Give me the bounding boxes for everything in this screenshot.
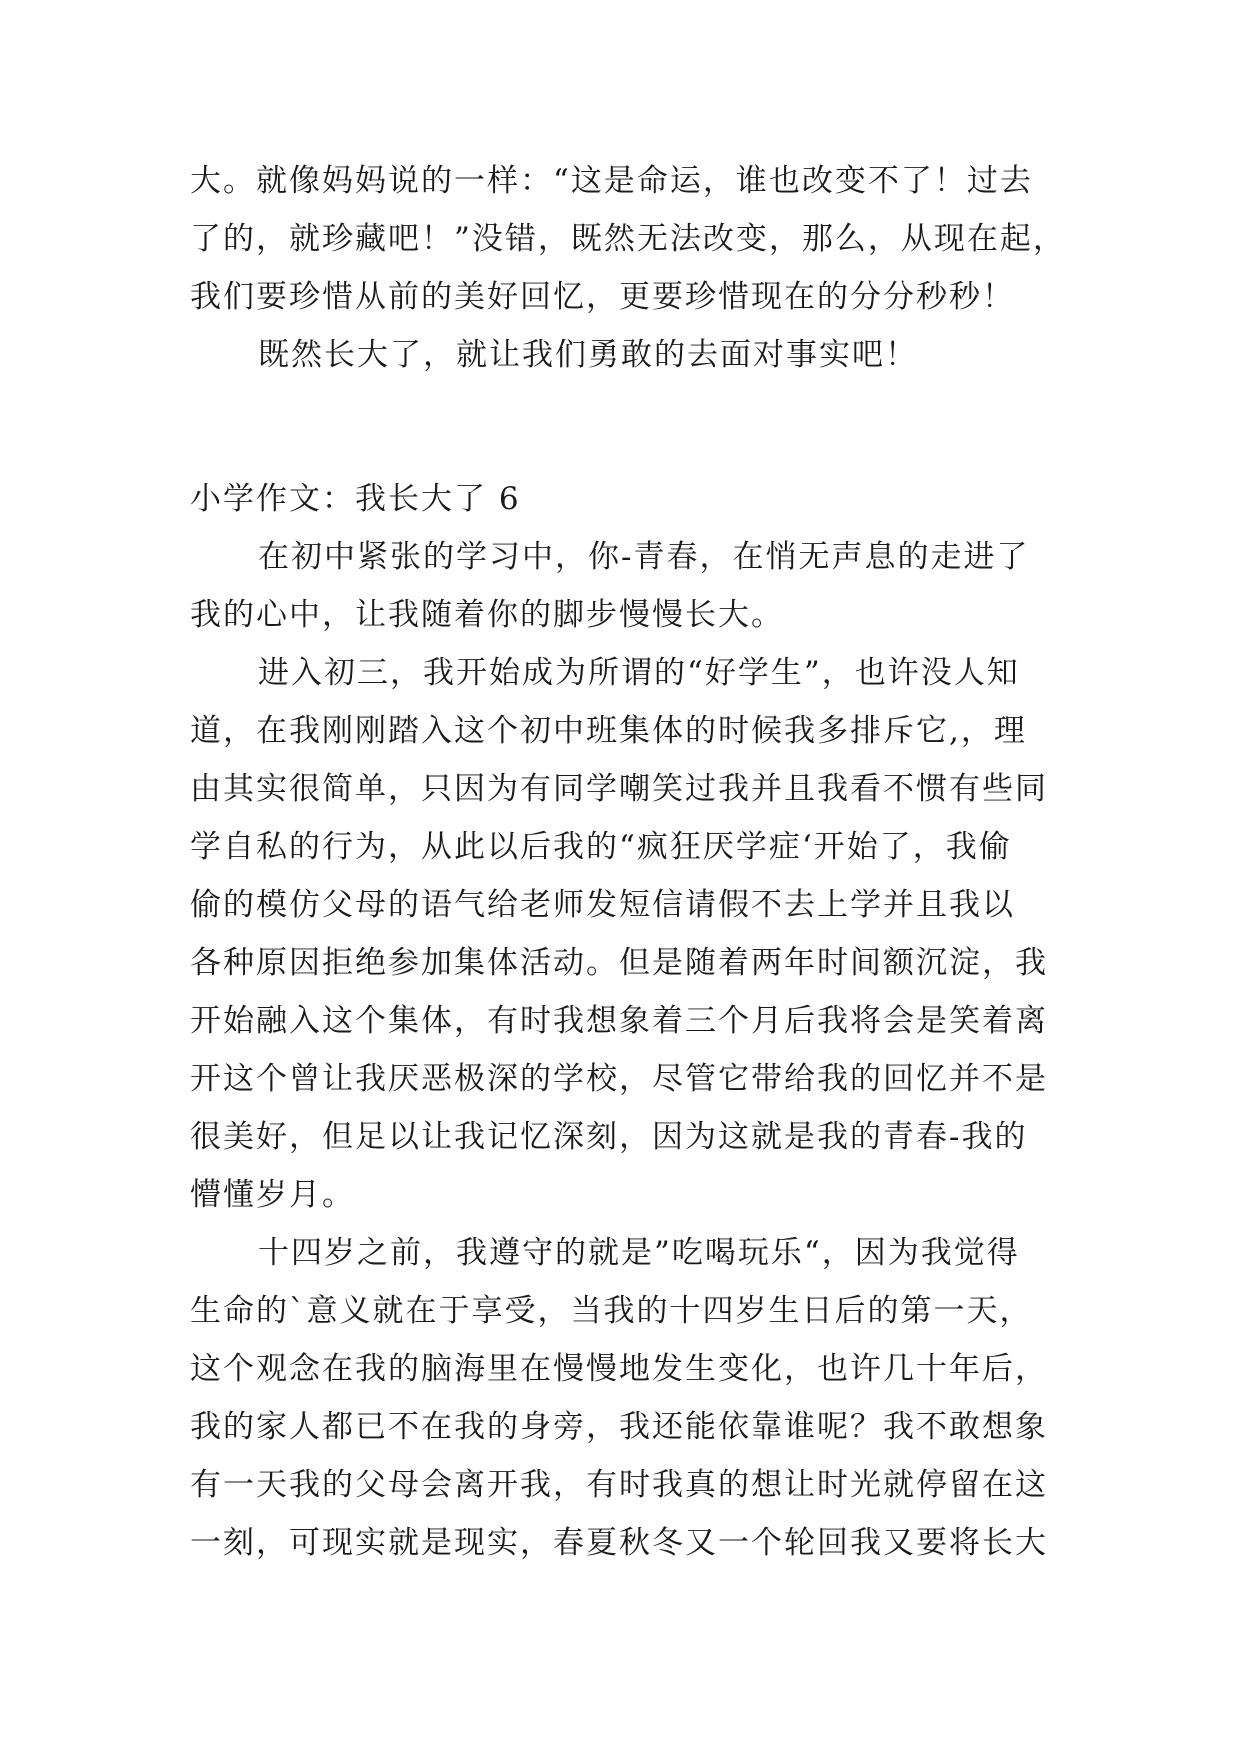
text-line: 道，在我刚刚踏入这个初中班集体的时候我多排斥它,，理: [190, 713, 1027, 749]
text-line: 这个观念在我的脑海里在慢慢地发生变化，也许几十年后，: [190, 1351, 1048, 1387]
text-line: 生命的`意义就在于享受，当我的十四岁生日后的第一天，: [190, 1293, 1033, 1329]
text-line: 偷的模仿父母的语气给老师发短信请假不去上学并且我以: [190, 887, 1015, 923]
text-line: 开始融入这个集体，有时我想象着三个月后我将会是笑着离: [190, 1003, 1048, 1039]
section-title: 小学作文：我长大了 6: [190, 481, 521, 517]
text-line: 有一天我的父母会离开我，有时我真的想让时光就停留在这: [190, 1467, 1048, 1503]
text-line: 了的，就珍藏吧！”没错，既然无法改变，那么，从现在起，: [190, 221, 1066, 257]
section-gap: [190, 384, 1055, 470]
text-line: 我们要珍惜从前的美好回忆，更要珍惜现在的分分秒秒！: [190, 279, 1015, 315]
closing-line: 既然长大了，就让我们勇敢的去面对事实吧！: [258, 337, 918, 373]
text-line: 进入初三，我开始成为所谓的“好学生”，也许没人知: [258, 655, 1020, 691]
text-line: 学自私的行为，从此以后我的“疯狂厌学症‘开始了，我偷: [190, 829, 1012, 865]
text-line: 我的心中，让我随着你的脚步慢慢长大。: [190, 597, 784, 633]
text-line: 十四岁之前，我遵守的就是”吃喝玩乐“，因为我觉得: [258, 1235, 1020, 1271]
text-line: 在初中紧张的学习中，你-青春，在悄无声息的走进了: [258, 539, 1030, 575]
text-line: 开这个曾让我厌恶极深的学校，尽管它带给我的回忆并不是: [190, 1061, 1048, 1097]
text-line: 由其实很简单，只因为有同学嘲笑过我并且我看不惯有些同: [190, 771, 1048, 807]
text-line: 一刻，可现实就是现实，春夏秋冬又一个轮回我又要将长大: [190, 1525, 1048, 1561]
text-line: 大。就像妈妈说的一样：“这是命运，谁也改变不了！过去: [190, 163, 1033, 199]
text-line: 各种原因拒绝参加集体活动。但是随着两年时间额沉淀，我: [190, 945, 1048, 981]
text-line: 我的家人都已不在我的身旁，我还能依靠谁呢？我不敢想象: [190, 1409, 1048, 1445]
text-line: 很美好，但足以让我记忆深刻，因为这就是我的青春-我的: [190, 1119, 1028, 1155]
document-body: [190, 152, 1066, 1572]
text-line: 懵懂岁月。: [190, 1177, 355, 1213]
